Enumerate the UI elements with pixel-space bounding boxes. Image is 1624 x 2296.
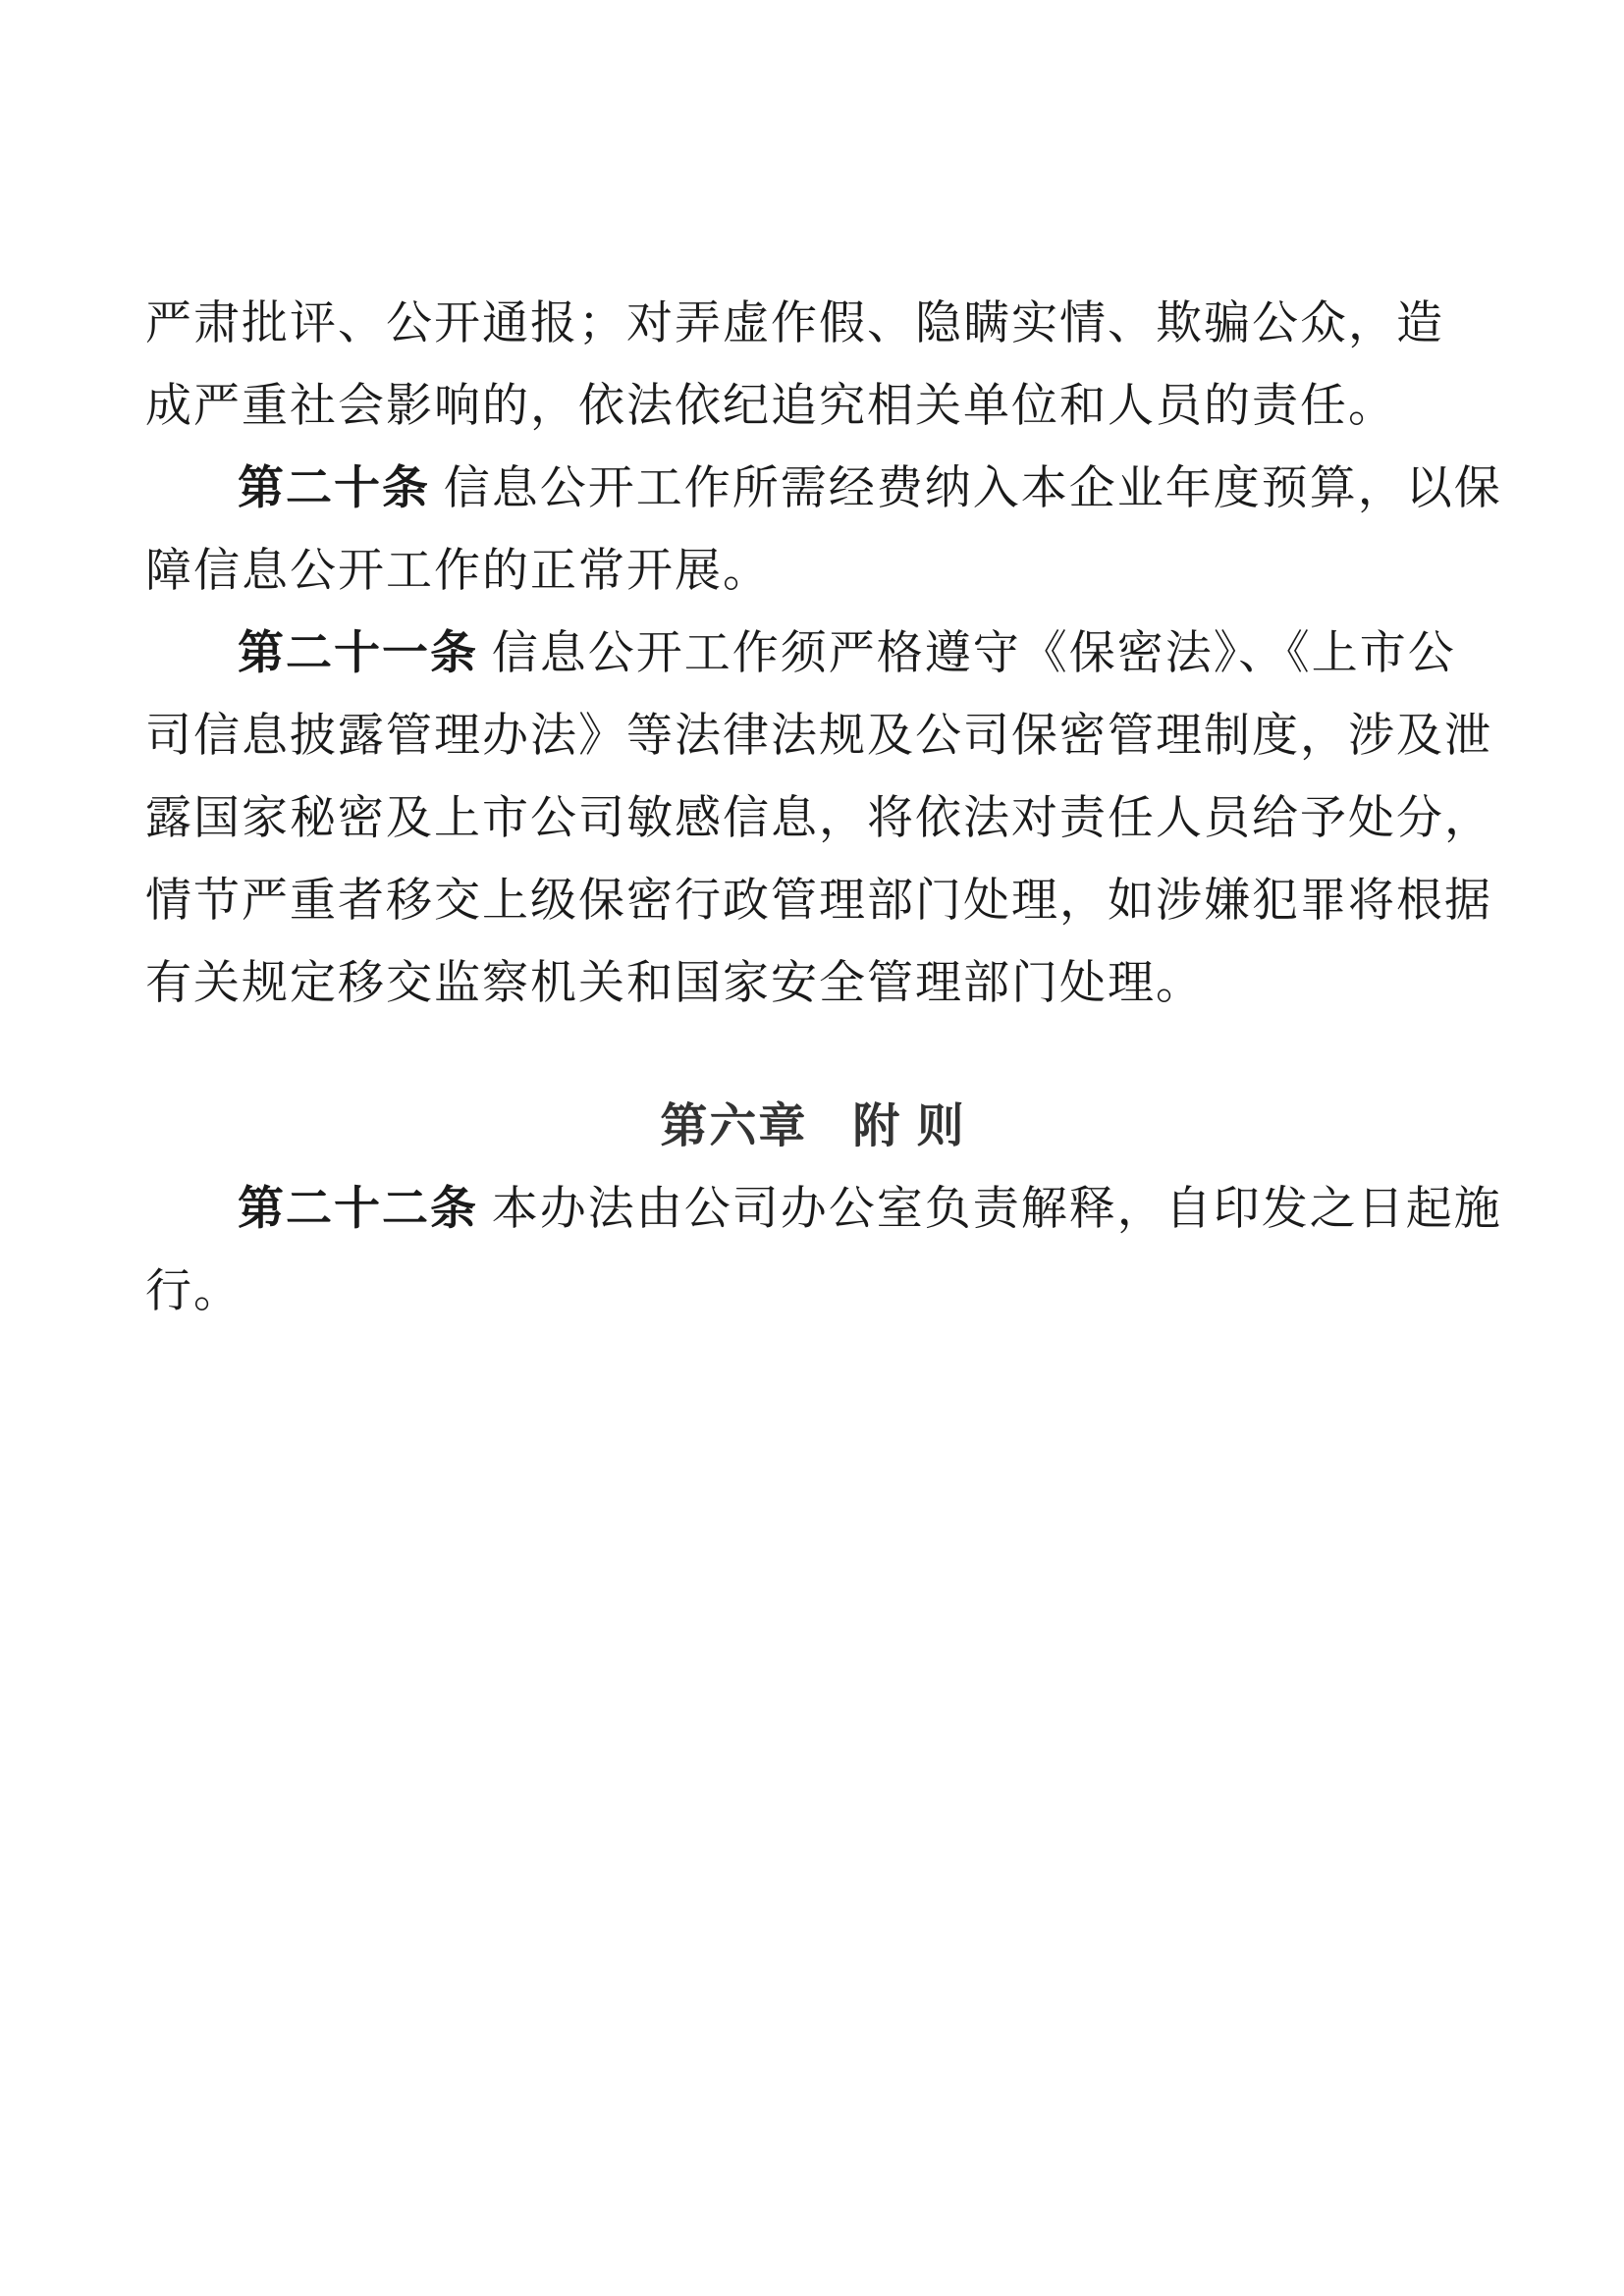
text-line [145, 283, 1481, 365]
text-line [145, 1251, 1481, 1333]
chapter-title: 附 则 [852, 1100, 966, 1152]
text-run: 第二十二条 [238, 1184, 478, 1235]
text-line [145, 942, 1481, 1025]
text-line [145, 777, 1492, 860]
page-content [145, 283, 1502, 1333]
text-run: 信息公开工作须严格遵守《保密法》、《上市公 [478, 628, 1456, 679]
text-run: 障信息公开工作的正常开展。 [145, 546, 771, 597]
text-run: 成严重社会影响的，依法依纪追究相关单位和人员的责任。 [145, 381, 1396, 432]
paragraph [145, 283, 1481, 448]
text-run: 本办法由公司办公室负责解释，自印发之日起施 [478, 1184, 1502, 1235]
text-run: 第二十条 [238, 463, 430, 514]
text-run: 情节严重者移交上级保密行政管理部门处理，如涉嫌犯罪将根据 [145, 876, 1492, 927]
text-run: 露国家秘密及上市公司敏感信息，将依法对责任人员给予处分， [145, 793, 1492, 844]
text-line [145, 695, 1492, 777]
paragraph [145, 613, 1492, 1025]
text-run: 有关规定移交监察机关和国家安全管理部门处理。 [145, 958, 1204, 1009]
text-line [145, 365, 1481, 448]
text-line [145, 613, 1481, 695]
text-line [145, 448, 1502, 530]
paragraph [145, 1168, 1502, 1333]
text-line [145, 860, 1492, 942]
paragraph [145, 448, 1502, 613]
chapter-heading [145, 1086, 1481, 1168]
text-run: 信息公开工作所需经费纳入本企业年度预算，以保 [430, 463, 1502, 514]
text-run: 严肃批评、公开通报；对弄虚作假、隐瞒实情、欺骗公众，造 [145, 298, 1444, 349]
text-run: 行。 [145, 1266, 242, 1317]
text-run: 司信息披露管理办法》等法律法规及公司保密管理制度，涉及泄 [145, 711, 1492, 762]
chapter-label: 第六章 [660, 1100, 808, 1152]
text-line [145, 1168, 1502, 1251]
text-run: 第二十一条 [238, 628, 478, 679]
text-line [145, 530, 1481, 613]
